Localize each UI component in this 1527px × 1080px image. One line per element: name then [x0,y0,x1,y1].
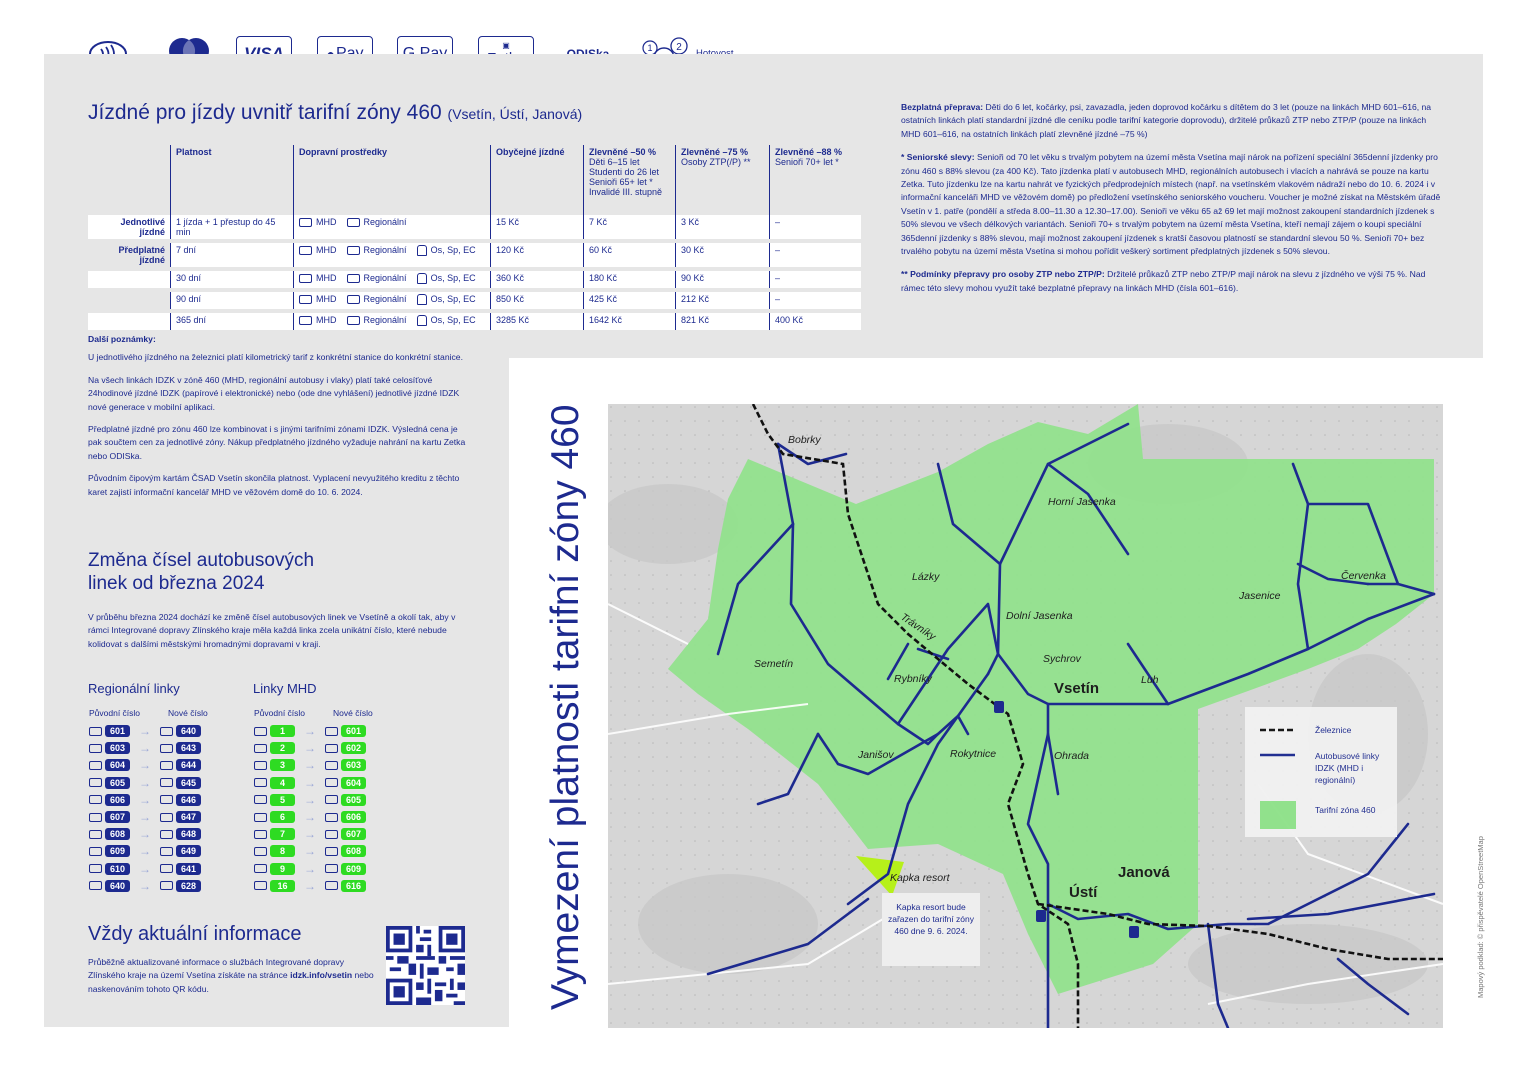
fare-modes [294,290,491,311]
fare-modes [294,269,491,290]
old-line-number: 610 [105,863,130,875]
place-travniky: Trávníky [898,611,938,644]
fare-z75: 821 Kč [676,311,770,332]
line-renumber-row [89,724,201,738]
new-line-number: 607 [341,828,366,840]
mode-reg: Regionální [363,273,407,283]
bus-icon [89,847,102,856]
svg-text:2: 2 [676,42,682,53]
old-line-number: 9 [270,863,295,875]
arrow-right-icon: → [139,775,151,790]
regional-old-header: Původní číslo [89,708,141,718]
fare-type [88,269,171,290]
arrow-right-icon: → [139,844,151,859]
right-notes [901,101,1446,305]
fares-table [88,145,861,334]
place-ohrada: Ohrada [1054,750,1090,762]
line-renumber-row [254,776,366,790]
fare-z88: – [770,290,862,311]
mode-train: Os, Sp, EC [430,294,476,304]
bus-icon [325,727,338,736]
bus-icon [254,727,267,736]
new-line-number: 628 [176,880,201,892]
other-note: Předplatné jízdné pro zónu 460 lze kombinovat i s jinými tarifními zónami IDZK. Výsledná cena je pak součtem cen za jednotlivé zóny. Nákup předplatného jízdného vyžaduje nahrání na kartu Zetka nebo ODISka. [88,424,466,461]
fare-type [88,290,171,311]
fare-type: Jednotlivé jízdné [88,215,171,241]
free-note-text: Děti do 6 let, kočárky, psi, zavazadla, jeden doprovod kočárku s dítětem do 3 let (pouze na linkách MHD 601–616, na ostatních linkách platí standardní jízdné dle ceníku podle tarifní kategorie doprovodu), držitelé průkazů ZTP nebo ZTP/P (pouze na linkách MHD 601–616, na ostatních linkách platí zlevněné jízdné –75 %) [901,102,1432,139]
z50-subtitle: Děti 6–15 let Studenti do 26 let Senioři 65+ let * Invalidé III. stupně [589,157,663,197]
fare-z88: 400 Kč [770,311,862,332]
fare-platnost: 1 jízda + 1 přestup do 45 min [171,215,294,241]
line-renumber-row [254,724,366,738]
fare-z75: 30 Kč [676,241,770,269]
fare-platnost: 7 dní [171,241,294,269]
fare-z75: 3 Kč [676,215,770,241]
new-line-number: 602 [341,742,366,754]
mode-mhd: MHD [316,245,337,255]
bus-icon [347,295,360,304]
mode-reg: Regionální [363,294,407,304]
mode-reg: Regionální [363,217,407,227]
fare-modes [294,215,491,241]
bus-icon [254,830,267,839]
bus-icon [299,274,312,283]
bus-icon [89,778,102,787]
fare-row [88,241,861,269]
place-sychrov: Sychrov [1043,653,1081,665]
bus-icon [89,864,102,873]
qr-code[interactable] [386,926,465,1005]
fare-type [88,311,171,332]
new-line-number: 605 [341,794,366,806]
fare-z88: – [770,241,862,269]
other-note: U jednotlivého jízdného na železnici platí kilometrický tarif z konkrétní stanice do konkrétní stanice. [88,352,463,363]
senior-note-text: Senioři od 70 let věku s trvalým pobytem na území města Vsetína mají nárok na pořízení speciální 365denní jízdenky pro zónu 460 s 88% slevou (za 400 Kč). Tato jízdenka platí v autobusech MHD, regionálních autobusech i vlacích a nahrává se pouze na kartu Zetka. Tuto jízdenku lze na kartu nahrát ve fyzických předprodejních místech (např. na vsetínském vlakovém nádraží nebo do 10. 6. 2024 i v informační kanceláři MHD ve věžovém domě) po předložení vsetínského seniorského voucheru. Voucher je možné získat na Městském úřadě Vsetín v 1. patře (pondělí a středa 8.00–11.30 a 12.30–17.00). Senioři ve věku 65 až 69 let mají možnost zakoupení standardních jízdenek s 50% slevou ve všech délkových variantách. Senioři 70+ s trvalým pobytem na území města Vsetína, kteří nemají zájem o koupi speciální 365denní jízdenky s 88% slevou, mají možnost zakoupení jízdenek s kratší časovou platností se standardní slevou 50 %. Senioři 70+ bez trvalého pobytu na území města Vsetína si mohou pořídit veškerý sortiment předplatných jízdenek s 50% slevou. [901,152,1441,257]
new-line-number: 640 [176,725,201,737]
bus-icon [89,761,102,770]
bus-icon [254,795,267,804]
old-line-number: 16 [270,880,295,892]
bus-icon [254,744,267,753]
mode-reg: Regionální [363,245,407,255]
fare-platnost: 30 dní [171,269,294,290]
bus-icon [160,864,173,873]
old-line-number: 8 [270,845,295,857]
bus-icon [160,761,173,770]
mode-train: Os, Sp, EC [430,245,476,255]
line-renumber-row [89,793,201,807]
fares-title-main: Jízdné pro jízdy uvnitř tarifní zóny 460 [88,101,442,124]
other-notes-title: Další poznámky: [88,334,156,344]
place-vsetin: Vsetín [1054,680,1100,697]
fare-row [88,269,861,290]
arrow-right-icon: → [304,724,316,738]
old-line-number: 601 [105,725,130,737]
z88-subtitle: Senioři 70+ let * [775,157,839,167]
bus-icon [160,830,173,839]
fare-modes [294,241,491,269]
fare-obycejne: 360 Kč [491,269,584,290]
line-renumber-row [254,810,366,824]
mode-mhd: MHD [316,294,337,304]
fare-type: Předplatné jízdné [88,241,171,269]
new-line-number: 647 [176,811,201,823]
arrow-right-icon: → [304,741,316,756]
z75-subtitle: Osoby ZTP(/P) ** [681,157,751,167]
bus-icon [89,813,102,822]
bus-icon [299,295,312,304]
z75-header [676,145,770,215]
mode-train: Os, Sp, EC [430,273,476,283]
map-title: Vymezení platnosti tarifní zóny 460 [544,404,587,1010]
bus-icon [347,316,360,325]
place-rybniky: Rybníky [894,673,932,685]
fare-row [88,215,861,241]
arrow-right-icon: → [304,844,316,859]
info-title: Vždy aktuální informace [88,923,302,945]
train-icon [417,245,427,256]
fare-z50: 425 Kč [584,290,676,311]
mode-train: Os, Sp, EC [430,315,476,325]
info-text [88,956,378,996]
arrow-right-icon: → [304,878,316,893]
fare-row [88,311,861,332]
bus-icon [89,727,102,736]
place-luh: Luh [1141,674,1159,686]
bus-icon [325,795,338,804]
train-icon [417,273,427,284]
arrow-right-icon: → [304,792,316,807]
old-line-number: 605 [105,777,130,789]
renumber-text: V průběhu března 2024 dochází ke změně čísel autobusových linek ve Vsetíně a okolí tak, aby v rámci Integrované dopravy Zlínského kraje měla každá linka zcela unikátní číslo, které nebude kolidovat s dalšími městskými hromadnými dopravami v kraji. [88,612,456,649]
other-notes [88,333,468,508]
bus-icon [254,761,267,770]
new-line-number: 608 [341,845,366,857]
arrow-right-icon: → [139,878,151,893]
mhd-new-header: Nové číslo [333,708,373,718]
place-jasenice: Jasenice [1239,590,1281,602]
arrow-right-icon: → [139,827,151,842]
line-renumber-row [89,810,201,824]
place-cervenka: Červenka [1341,570,1386,582]
old-line-number: 7 [270,828,295,840]
line-renumber-row [89,758,201,772]
mhd-old-header: Původní číslo [254,708,306,718]
ztp-note-text: Držitelé průkazů ZTP nebo ZTP/P mají nárok na slevu z jízdného ve výši 75 %. Nad rámec této slevy mohou využít také bezplatné přepravy na linkách MHD (čísla 601–616). [901,269,1426,293]
old-line-number: 640 [105,880,130,892]
fare-platnost: 365 dní [171,311,294,332]
ztp-note [901,268,1446,295]
bus-icon [299,218,312,227]
bus-icon [325,761,338,770]
fare-obycejne: 120 Kč [491,241,584,269]
bus-icon [254,847,267,856]
line-renumber-row [254,862,366,876]
mode-mhd: MHD [316,217,337,227]
z75-title: Zlevněné –75 % [681,147,749,157]
arrow-right-icon: → [139,792,151,807]
new-line-number: 646 [176,794,201,806]
info-text-a: Průběžně aktualizované informace o službách Integrované dopravy Zlínského kraje na území Vsetína získáte na stránce [88,957,345,981]
bus-icon [89,795,102,804]
old-line-number: 1 [270,725,295,737]
old-line-number: 604 [105,759,130,771]
svg-text:1: 1 [647,43,653,53]
place-semetin: Semetín [754,658,794,670]
kapka-note: Kapka resort bude zařazen do tarifní zóny 460 dne 9. 6. 2024. [882,893,980,966]
other-note: Na všech linkách IDZK v zóně 460 (MHD, regionální autobusy i vlaky) platí také celosíťové 24hodinové jízdné IDZK (papírové i elektronické) nebo (ode dne vyhlášení) jednotlivé jízdné IDZK nové generace v mobilní aplikaci. [88,374,460,412]
line-renumber-row [89,862,201,876]
regional-lines-title: Regionální linky [88,681,180,696]
ztp-note-label: ** Podmínky přepravy pro osoby ZTP nebo ZTP/P: [901,269,1105,280]
new-line-number: 645 [176,777,201,789]
old-line-number: 4 [270,777,295,789]
bus-icon [325,881,338,890]
fares-title [88,101,582,125]
type-header [88,145,171,215]
renumber-title-line1: Změna čísel autobusových [88,550,315,571]
regional-new-header: Nové číslo [168,708,208,718]
fare-z88: – [770,215,862,241]
info-link[interactable]: idzk.info/vsetin [290,970,353,981]
arrow-right-icon: → [304,810,316,824]
bus-icon [254,813,267,822]
line-renumber-row [89,879,201,893]
arrow-right-icon: → [139,810,151,824]
line-renumber-row [254,758,366,772]
mode-mhd: MHD [316,273,337,283]
fare-obycejne: 15 Kč [491,215,584,241]
bus-icon [254,864,267,873]
renumber-title-line2: linek od března 2024 [88,573,265,594]
prostredky-header: Dopravní prostředky [294,145,491,215]
place-horni-jasenka: Horní Jasenka [1048,496,1116,508]
line-renumber-row [254,741,366,755]
old-line-number: 608 [105,828,130,840]
bus-icon [160,795,173,804]
bus-icon [325,847,338,856]
place-janova: Janová [1118,864,1170,881]
fare-modes [294,311,491,332]
place-kapka-resort: Kapka resort [890,872,950,884]
new-line-number: 609 [341,863,366,875]
bus-icon [254,881,267,890]
line-renumber-row [89,844,201,858]
arrow-right-icon: → [139,724,151,738]
bus-icon [325,744,338,753]
bus-icon [89,744,102,753]
new-line-number: 644 [176,759,201,771]
place-bobrky: Bobrky [788,434,821,446]
old-line-number: 6 [270,811,295,823]
bus-icon [325,830,338,839]
old-line-number: 2 [270,742,295,754]
new-line-number: 601 [341,725,366,737]
new-line-number: 616 [341,880,366,892]
legend-bus: Autobusové linky IDZK (MHD i regionální) [1315,751,1380,785]
bus-icon [160,881,173,890]
fare-z75: 90 Kč [676,269,770,290]
bus-icon [160,744,173,753]
old-line-number: 606 [105,794,130,806]
bus-icon [299,246,312,255]
mode-reg: Regionální [363,315,407,325]
bus-icon [347,218,360,227]
free-note [901,101,1446,141]
train-icon [417,315,427,326]
new-line-number: 603 [341,759,366,771]
fare-z50: 180 Kč [584,269,676,290]
fare-obycejne: 850 Kč [491,290,584,311]
fare-obycejne: 3285 Kč [491,311,584,332]
platnost-header: Platnost [171,145,294,215]
line-renumber-row [89,741,201,755]
bus-icon [160,727,173,736]
place-janisov: Janišov [858,749,894,761]
mode-mhd: MHD [316,315,337,325]
bus-icon [160,778,173,787]
legend-rail: Železnice [1315,725,1352,735]
line-renumber-row [254,827,366,841]
new-line-number: 604 [341,777,366,789]
fare-z50: 7 Kč [584,215,676,241]
bus-icon [325,778,338,787]
line-renumber-row [254,793,366,807]
bus-icon [347,274,360,283]
old-line-number: 609 [105,845,130,857]
map-credit: Mapový podklad: © přispěvatelé OpenStreetMap [1476,836,1485,998]
new-line-number: 643 [176,742,201,754]
old-line-number: 3 [270,759,295,771]
obycejne-header: Obyčejné jízdné [491,145,584,215]
train-icon [417,294,427,305]
place-lazky: Lázky [912,571,940,583]
bus-icon [89,830,102,839]
bus-icon [299,316,312,325]
bus-icon [160,813,173,822]
arrow-right-icon: → [304,861,316,876]
map-legend [1245,707,1397,837]
line-renumber-row [254,879,366,893]
other-note: Původním čipovým kartám ČSAD Vsetín skončila platnost. Vyplacení nevyužitého kreditu z těchto karet zajistí informační kancelář MHD ve věžovém domě do 10. 6. 2024. [88,473,460,497]
fare-row [88,290,861,311]
bus-icon [89,881,102,890]
new-line-number: 648 [176,828,201,840]
arrow-right-icon: → [139,758,151,773]
arrow-right-icon: → [304,758,316,773]
fare-z75: 212 Kč [676,290,770,311]
senior-note-label: * Seniorské slevy: [901,152,975,163]
fare-z50: 1642 Kč [584,311,676,332]
bus-icon [325,864,338,873]
line-renumber-row [254,844,366,858]
place-dolni-jasenka: Dolní Jasenka [1006,610,1073,622]
fares-header-row [88,145,861,215]
arrow-right-icon: → [139,741,151,756]
z88-title: Zlevněné –88 % [775,147,843,157]
zetka-card-icon: ▣ [478,36,534,72]
mhd-lines-title: Linky MHD [253,681,317,696]
old-line-number: 607 [105,811,130,823]
fare-z50: 60 Kč [584,241,676,269]
bus-icon [347,246,360,255]
place-rokytnice: Rokytnice [950,748,997,760]
line-renumber-row [89,827,201,841]
new-line-number: 641 [176,863,201,875]
arrow-right-icon: → [304,775,316,790]
renumber-title [88,549,314,595]
z50-header [584,145,676,215]
fares-title-sub: (Vsetín, Ústí, Janová) [447,106,583,122]
new-line-number: 606 [341,811,366,823]
free-note-label: Bezplatná přeprava: [901,102,984,112]
new-line-number: 649 [176,845,201,857]
place-usti: Ústí [1069,884,1098,901]
bus-icon [254,778,267,787]
old-line-number: 5 [270,794,295,806]
bus-icon [160,847,173,856]
arrow-right-icon: → [304,827,316,842]
senior-note [901,151,1446,258]
bus-icon [325,813,338,822]
old-line-number: 603 [105,742,130,754]
fare-z88: – [770,269,862,290]
legend-zone: Tarifní zóna 460 [1315,805,1376,815]
fare-platnost: 90 dní [171,290,294,311]
z88-header [770,145,862,215]
line-renumber-row [89,776,201,790]
arrow-right-icon: → [139,861,151,876]
z50-title: Zlevněné –50 % [589,147,657,157]
info-text-b: nebo naskenováním tohoto QR kódu. [88,970,374,994]
